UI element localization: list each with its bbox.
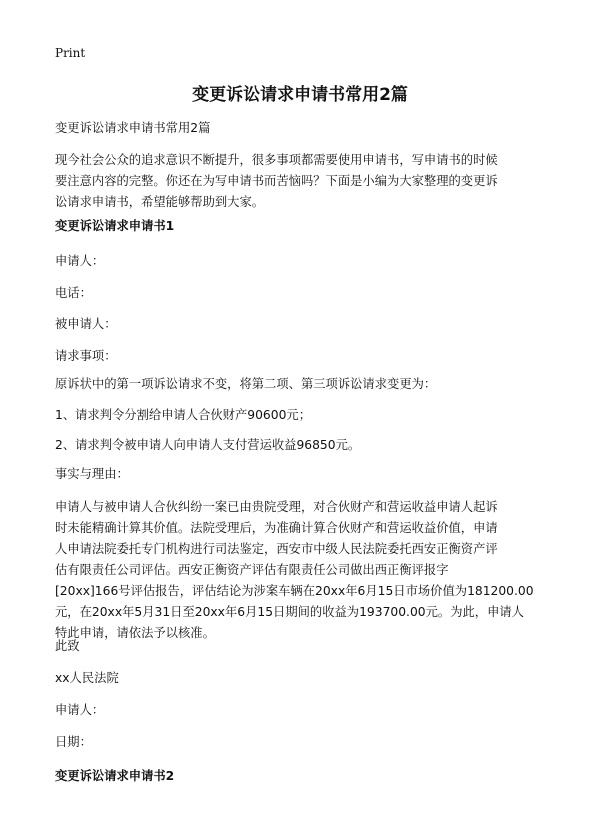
- intro-paragraph: [55, 150, 555, 213]
- facts-label: 事实与理由：: [55, 467, 129, 481]
- facts-line: 元，在20xx年5月31日至20xx年6月15日期间的收益为193700.00元。为此，申请人: [55, 605, 524, 619]
- claims-intro: 原诉状中的第一项诉讼请求不变，将第二项、第三项诉讼请求变更为：: [55, 377, 437, 391]
- phone-field: 电话：: [55, 286, 92, 300]
- facts-line: [20xx]166号评估报告，评估结论为涉案车辆在20xx年6月15日市场价值为181200.00: [55, 584, 534, 598]
- signature-date: 日期：: [55, 735, 92, 749]
- signature-applicant: 申请人：: [55, 703, 105, 717]
- page-title: 变更诉讼请求申请书常用2篇: [192, 85, 408, 105]
- respondent-field: 被申请人：: [55, 317, 117, 331]
- applicant-field: 申请人：: [55, 254, 105, 268]
- facts-line: 人申请法院委托专门机构进行司法鉴定，西安市中级人民法院委托西安正衡资产评: [55, 542, 498, 556]
- subtitle: 变更诉讼请求申请书常用2篇: [55, 121, 211, 135]
- section-heading-1: 变更诉讼请求申请书1: [55, 219, 175, 233]
- facts-line: 申请人与被申请人合伙纠纷一案已由贵院受理，对合伙财产和营运收益申请人起诉: [55, 500, 498, 514]
- closing-text: 此致: [55, 639, 80, 653]
- print-link[interactable]: Print: [55, 46, 86, 60]
- intro-line: 要注意内容的完整。你还在为写申请书而苦恼吗？下面是小编为大家整理的变更诉: [55, 174, 498, 188]
- facts-line: 时未能精确计算其价值。法院受理后，为准确计算合伙财产和营运收益价值，申请: [55, 521, 498, 535]
- facts-paragraph: [55, 497, 555, 644]
- facts-line: 估有限责任公司评估。西安正衡资产评估有限责任公司做出西正衡评报字: [55, 563, 449, 577]
- claim-item-2: 2、请求判令被申请人向申请人支付营运收益96850元。: [55, 438, 361, 452]
- court-name: xx人民法院: [55, 671, 119, 685]
- section-heading-2: 变更诉讼请求申请书2: [55, 769, 175, 783]
- claim-item-1: 1、请求判令分割给申请人合伙财产90600元；: [55, 408, 311, 422]
- facts-line: 特此申请，请依法予以核准。: [55, 626, 215, 640]
- intro-line: 现今社会公众的追求意识不断提升，很多事项都需要使用申请书，写申请书的时候: [55, 153, 498, 167]
- intro-line: 讼请求申请书，希望能够帮助到大家。: [55, 195, 265, 209]
- claims-label: 请求事项：: [55, 349, 117, 363]
